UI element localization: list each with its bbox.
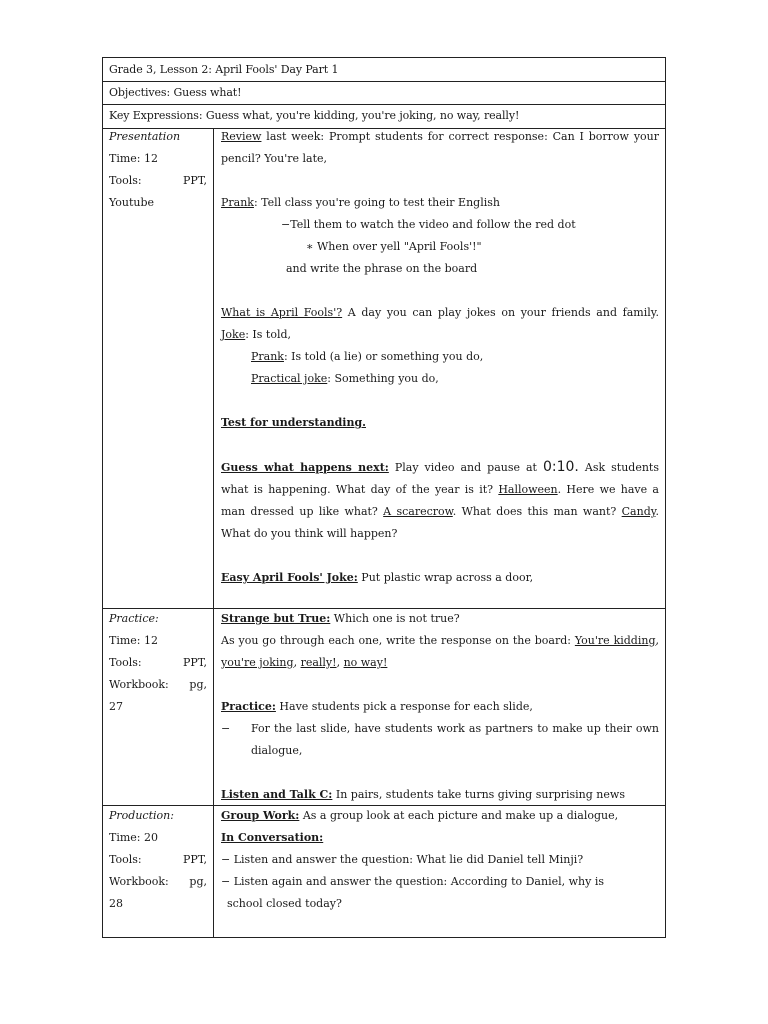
practice-label: Practice: [109, 612, 159, 625]
tools-label: Tools: [109, 853, 142, 866]
workbook-label: Workbook: [109, 875, 169, 888]
guess-paragraph [221, 456, 659, 545]
in-conversation-label: In Conversation: [221, 831, 324, 844]
conversation-item-2-cont: school closed today? [227, 897, 342, 910]
in-conversation [221, 827, 659, 849]
prank-definition [221, 346, 659, 368]
review-paragraph [221, 126, 659, 170]
guess-text: Play video and pause at [388, 461, 543, 474]
response-really: really! [300, 656, 337, 669]
response-no-way: no way! [343, 656, 388, 669]
workbook-label: Workbook: [109, 678, 169, 691]
easy-joke-label: Easy April Fools' Joke: [221, 571, 358, 584]
what-is-paragraph [221, 302, 659, 346]
tools-value: PPT, [182, 174, 207, 187]
easy-joke-paragraph [221, 567, 659, 589]
response-joking: you're joking [221, 656, 294, 669]
conversation-item-2 [221, 871, 659, 893]
tools-label: Tools: [109, 656, 142, 669]
key-expressions: Key Expressions: Guess what, you're kidding, you're joking, no way, really! [109, 109, 520, 122]
answer-halloween: Halloween [498, 483, 558, 496]
tools-label: Tools: [109, 174, 142, 187]
guess-label: Guess what happens next: [221, 461, 389, 474]
joke-label: Joke [221, 328, 246, 341]
last-slide-item [221, 718, 659, 762]
presentation-time: Time: 12 [109, 152, 158, 165]
strange-text: Which one is not true? [330, 612, 460, 625]
practice-tools [109, 652, 207, 674]
presentation-content [221, 126, 659, 589]
tools-value: PPT, [182, 656, 207, 669]
answer-scarecrow: A scarecrow [383, 505, 453, 518]
prank-text: : Tell class you're going to test their English [253, 196, 500, 209]
responses-paragraph [221, 630, 659, 674]
prank-step-2: ∗ When over yell "April Fools'!" [306, 240, 482, 253]
last-slide-text: For the last slide, have students work as partners to make up their own dialogue, [251, 722, 659, 757]
practical-joke-definition [221, 368, 659, 390]
lesson-plan-table [102, 57, 666, 938]
item-2-text: − Listen again and answer the question: According to Daniel, why is [221, 875, 604, 888]
practice-time: Time: 12 [109, 634, 158, 647]
production-tools [109, 849, 207, 871]
production-page-number: 28 [109, 897, 123, 910]
practical-joke-text: : Something you do, [327, 372, 439, 385]
strange-paragraph [221, 608, 659, 630]
lesson-title: Grade 3, Lesson 2: April Fools' Day Part 1 [109, 63, 339, 76]
video-timestamp: 0:10. [542, 459, 579, 475]
practice-content [221, 608, 659, 806]
listen-talk-text: In pairs, students take turns giving surprising news [332, 788, 625, 801]
production-time: Time: 20 [109, 831, 158, 844]
group-work-text: As a group look at each picture and make up a dialogue, [299, 809, 619, 822]
separator: , [293, 656, 301, 669]
practice-meta [109, 608, 207, 718]
practice-sub-label: Practice: [221, 700, 276, 713]
presentation-label: Presentation [109, 130, 181, 143]
what-is-text: A day you can play jokes on your friends and family. [342, 306, 659, 319]
dash-bullet: − [221, 722, 231, 735]
practical-joke-label: Practical joke [251, 372, 328, 385]
group-work-paragraph [221, 805, 659, 827]
prank-paragraph [221, 192, 659, 214]
group-work-label: Group Work: [221, 809, 300, 822]
production-workbook [109, 871, 207, 893]
production-meta [109, 805, 207, 915]
prank-def-label: Prank [251, 350, 284, 363]
guess-text: . Here we have a man dressed up like what? [221, 483, 659, 518]
responses-text: As you go through each one, write the response on the board: [221, 634, 575, 647]
presentation-tools-youtube: Youtube [109, 196, 155, 209]
practice-paragraph [221, 696, 659, 718]
workbook-pg: pg, [189, 678, 207, 691]
presentation-tools [109, 170, 207, 192]
prank-step-3: and write the phrase on the board [286, 262, 478, 275]
production-label: Production: [109, 809, 174, 822]
separator: , [336, 656, 344, 669]
prank-def-text: : Is told (a lie) or something you do, [283, 350, 484, 363]
what-is-label: What is April Fools'? [221, 306, 343, 319]
joke-text: : Is told, [245, 328, 292, 341]
review-label: Review [221, 130, 262, 143]
separator: , [655, 634, 659, 647]
practice-text: Have students pick a response for each slide, [275, 700, 533, 713]
guess-text: Ask students what is happening. What day of the year is it? [221, 461, 659, 496]
presentation-meta [109, 126, 207, 214]
column-divider [213, 128, 214, 937]
review-text: last week: Prompt students for correct response: Can I borrow your pencil? You're late, [221, 130, 659, 165]
strange-label: Strange but True: [221, 612, 331, 625]
guess-text: . What do you think will happen? [221, 505, 659, 540]
conversation-item-1: − Listen and answer the question: What lie did Daniel tell Minji? [221, 853, 584, 866]
tools-value: PPT, [182, 853, 207, 866]
practice-workbook [109, 674, 207, 696]
workbook-pg: pg, [189, 875, 207, 888]
easy-joke-text: Put plastic wrap across a door, [357, 571, 534, 584]
production-content [221, 805, 659, 915]
test-for-understanding [221, 412, 659, 434]
prank-step-1: −Tell them to watch the video and follow the red dot [281, 218, 576, 231]
answer-candy: Candy [621, 505, 656, 518]
objectives: Objectives: Guess what! [109, 86, 242, 99]
prank-label: Prank [221, 196, 254, 209]
response-kidding: You're kidding [574, 634, 656, 647]
listen-talk-paragraph [221, 784, 659, 806]
listen-talk-label: Listen and Talk C: [221, 788, 333, 801]
practice-page-number: 27 [109, 700, 123, 713]
guess-text: . What does this man want? [452, 505, 622, 518]
test-label: Test for understanding. [221, 416, 366, 429]
